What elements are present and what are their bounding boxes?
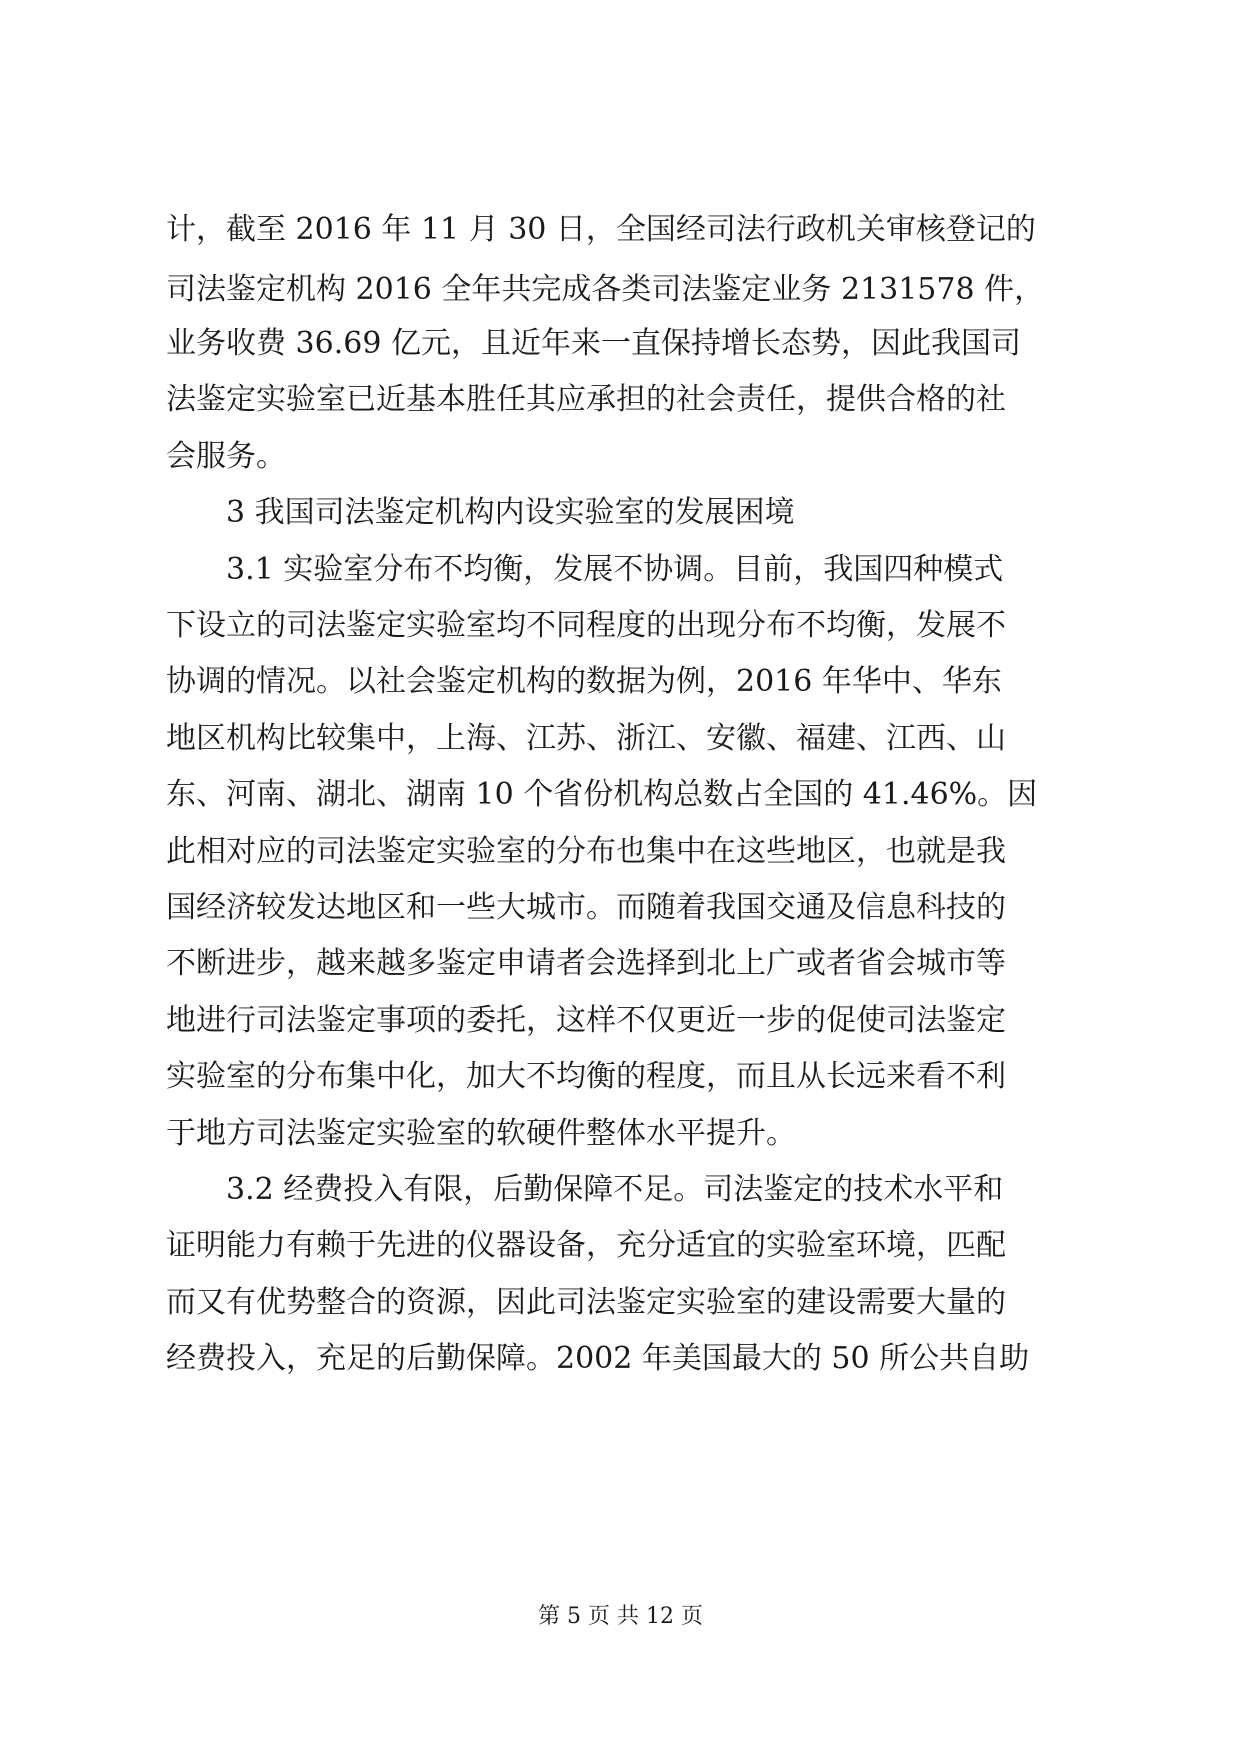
body-text-line: 下设立的司法鉴定实验室均不同程度的出现分布不均衡，发展不 (166, 608, 1006, 643)
body-text-line: 业务收费 36.69 亿元，且近年来一直保持增长态势，因此我国司 (166, 326, 1021, 361)
body-text-line: 不断进步，越来越多鉴定申请者会选择到北上广或者省会城市等 (166, 946, 1006, 981)
body-text-line: 于地方司法鉴定实验室的软硬件整体水平提升。 (166, 1116, 796, 1151)
body-text-line: 实验室的分布集中化，加大不均衡的程度，而且从长远来看不利 (166, 1059, 1006, 1094)
paragraph-first-line: 3.1 实验室分布不均衡，发展不协调。目前，我国四种模式 (226, 552, 1004, 587)
body-text-line: 证明能力有赖于先进的仪器设备，充分适宜的实验室环境，匹配 (166, 1228, 1006, 1263)
body-text-line: 地进行司法鉴定事项的委托，这样不仅更近一步的促使司法鉴定 (166, 1003, 1006, 1038)
body-text-line: 而又有优势整合的资源，因此司法鉴定实验室的建设需要大量的 (166, 1285, 1006, 1320)
body-text-line: 法鉴定实验室已近基本胜任其应承担的社会责任，提供合格的社 (166, 382, 1006, 417)
body-text-line: 地区机构比较集中，上海、江苏、浙江、安徽、福建、江西、山 (166, 721, 1006, 756)
page-number-footer: 第 5 页 共 12 页 (538, 1604, 703, 1629)
section-heading: 3 我国司法鉴定机构内设实验室的发展困境 (226, 495, 795, 530)
paragraph-first-line: 3.2 经费投入有限，后勤保障不足。司法鉴定的技术水平和 (226, 1172, 1004, 1207)
body-text-line: 东、河南、湖北、湖南 10 个省份机构总数占全国的 41.46%。因 (166, 777, 1038, 812)
body-text-line: 经费投入，充足的后勤保障。2002 年美国最大的 50 所公共自助 (166, 1341, 1030, 1376)
body-text-line: 此相对应的司法鉴定实验室的分布也集中在这些地区，也就是我 (166, 834, 1006, 869)
body-text-line: 协调的情况。以社会鉴定机构的数据为例，2016 年华中、华东 (166, 664, 1002, 699)
body-text-line: 国经济较发达地区和一些大城市。而随着我国交通及信息科技的 (166, 890, 1006, 925)
body-text-line: 计，截至 2016 年 11 月 30 日，全国经司法行政机关审核登记的 (166, 212, 1036, 247)
body-text-line: 司法鉴定机构 2016 全年共完成各类司法鉴定业务 2131578 件， (166, 272, 1045, 307)
body-text-line: 会服务。 (166, 439, 286, 474)
